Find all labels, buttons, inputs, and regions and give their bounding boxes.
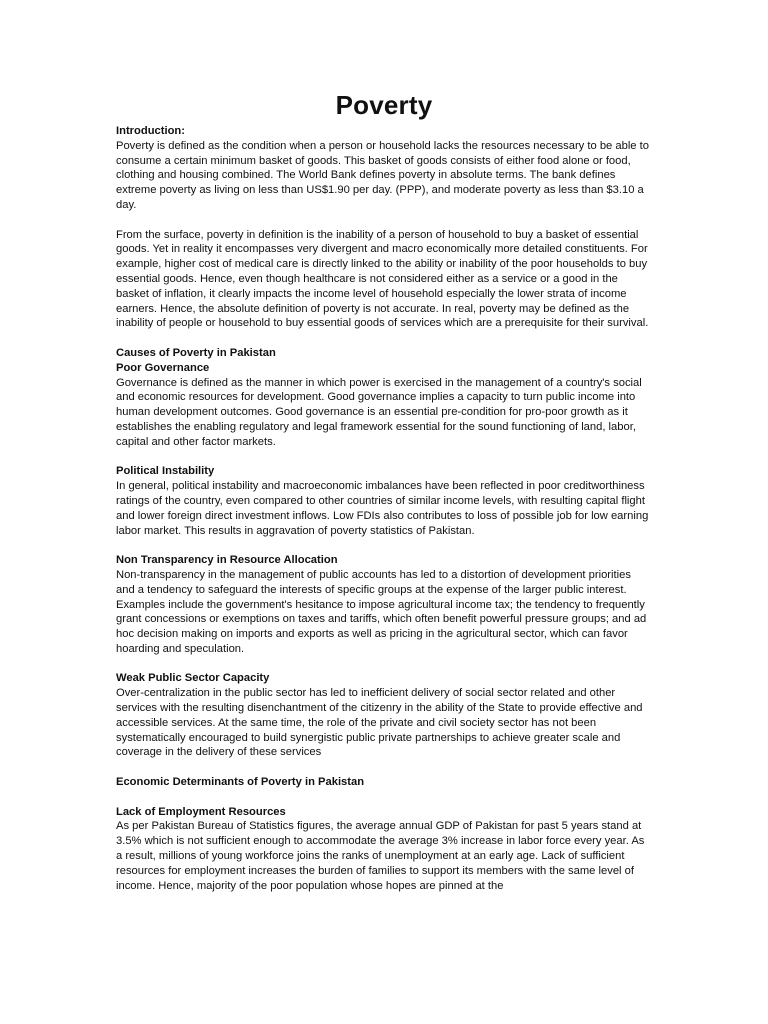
spacer <box>116 213 652 228</box>
political-instability-paragraph: In general, political instability and macroeconomic imbalances have been reflected in poor creditworthiness ratings of the country, even compared to other countries of similar income levels, with resulting capital flight and lower foreign direct investment inflows. Low FDIs also contributes to loss of possible job for low earning labor market. This results in aggravation of poverty statistics of Pakistan. <box>116 480 649 537</box>
non-transparency-paragraph: Non-transparency in the management of public accounts has led to a distortion of development priorities and a tendency to safeguard the interests of specific groups at the expense of the larger public interest. Examples include the government's hesitance to impose agricultural income tax; the tendency to frequently grant concessions or exemptions on taxes and tariffs, which often benefit powerful pressure groups; and ad hoc decision making on imports and exports as well as pricing in the agricultural sector, which can favor hoarding and speculation. <box>116 568 647 655</box>
spacer <box>116 450 652 465</box>
economic-determinants-heading: Economic Determinants of Poverty in Pakistan <box>116 776 365 789</box>
causes-heading: Causes of Poverty in Pakistan <box>116 346 276 359</box>
intro-paragraph-2: From the surface, poverty in definition is the inability of a person of household to buy a basket of essential goods. Yet in reality it encompasses very divergent and macro economically more detailed constituents. For example, higher cost of medical care is directly linked to the ability or inability of the poor households to buy essential goods. Hence, even though healthcare is not considered either as a service or a good in the basket of inflation, it clearly impacts the income level of household especially the lower strata of income earners. Hence, the absolute definition of poverty is not accurate. In real, poverty may be defined as the inability of people or household to buy essential goods of services which are a prerequisite for their survival. <box>116 228 649 330</box>
weak-public-sector-paragraph: Over-centralization in the public sector has led to inefficient delivery of social sector related and other services with the resulting disenchantment of the citizenry in the ability of the State to provide effective and accessible services. At the same time, the role of the private and civil society sector has not been systematically encouraged to build synergistic public private partnerships to achieve greater scale and coverage in the delivery of these services <box>116 687 643 759</box>
spacer <box>116 538 652 553</box>
document-title: Poverty <box>335 90 433 120</box>
document-page <box>116 88 652 893</box>
spacer <box>116 790 652 805</box>
spacer <box>116 657 652 672</box>
lack-of-employment-heading: Lack of Employment Resources <box>116 805 286 818</box>
intro-heading: Introduction: <box>116 125 185 137</box>
spacer <box>116 760 652 775</box>
intro-paragraph-1: Poverty is defined as the condition when a person or household lacks the resources necessary to be able to consume a certain minimum basket of goods. This basket of goods consists of either food alone or food, clothing and housing combined. The World Bank defines poverty in absolute terms. The bank defines extreme poverty as living on less than US$1.90 per day. (PPP), and moderate poverty as less than $3.10 a day. <box>116 139 649 211</box>
political-instability-heading: Political Instability <box>116 465 215 478</box>
poor-governance-paragraph: Governance is defined as the manner in which power is exercised in the management of a country's social and economic resources for development. Good governance implies a capacity to turn public income into human development outcomes. Good governance is an essential pre-condition for pro-poor growth as it establishes the enabling regulatory and legal framework essential for the sound functioning of land, labor, capital and other factor markets. <box>116 376 642 448</box>
non-transparency-heading: Non Transparency in Resource Allocation <box>116 554 338 567</box>
lack-of-employment-paragraph: As per Pakistan Bureau of Statistics figures, the average annual GDP of Pakistan for past 5 years stand at 3.5% which is not sufficient enough to accommodate the average 3% increase in labor force every year. As a result, millions of young workforce joins the ranks of unemployment at an early age. Lack of sufficient resources for employment increases the burden of families to support its members with the same level of income. Hence, majority of the poor population whose hopes are pinned at the <box>116 820 645 892</box>
weak-public-sector-heading: Weak Public Sector Capacity <box>116 672 270 685</box>
spacer <box>116 331 652 346</box>
poor-governance-heading: Poor Governance <box>116 361 210 374</box>
